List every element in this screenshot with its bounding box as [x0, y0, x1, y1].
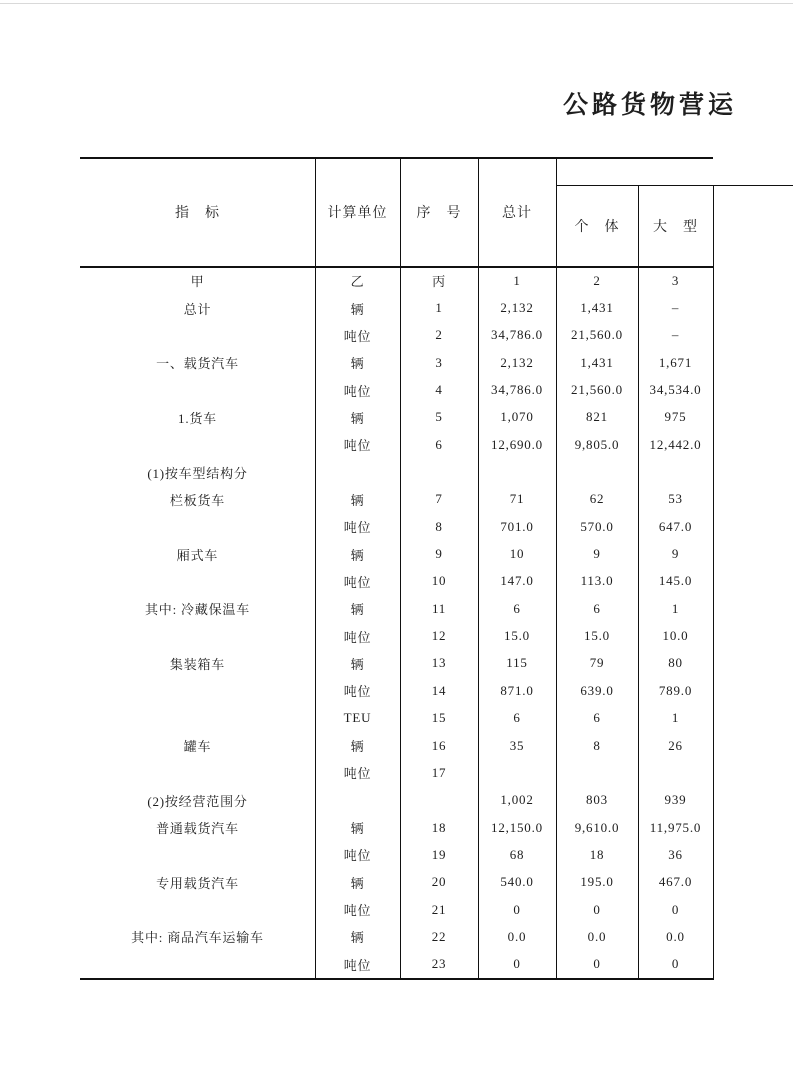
header-unit: 计算单位 [327, 205, 388, 221]
indicator-cell [80, 431, 315, 458]
subheader-indicator-cell: 甲 [190, 274, 205, 290]
unit-cell: 吨位 [343, 629, 372, 645]
unit-cell: 吨位 [343, 520, 372, 536]
total-cell: 71 [509, 491, 525, 507]
large-cell: 26 [668, 737, 683, 753]
total-cell: 1,002 [500, 792, 534, 808]
table-row [80, 896, 713, 923]
unit-cell: 辆 [350, 492, 365, 508]
large-cell: 647.0 [658, 518, 693, 534]
indicator-cell [80, 759, 315, 786]
total-cell [478, 458, 556, 485]
seq-cell: 10 [431, 573, 447, 589]
indicator-cell: 专用载货汽车 [156, 875, 239, 891]
indicator-cell: 其中: 商品汽车运输车 [131, 930, 264, 946]
total-cell: 12,690.0 [491, 436, 543, 452]
table-row [80, 595, 713, 622]
total-cell: 871.0 [500, 682, 534, 698]
individual-cell: 62 [589, 491, 605, 507]
total-cell: 115 [506, 655, 528, 671]
seq-cell: 4 [435, 382, 443, 398]
seq-cell: 20 [431, 874, 447, 890]
indicator-cell: 集装箱车 [169, 656, 226, 672]
unit-cell: 吨位 [343, 766, 372, 782]
indicator-cell: 栏板货车 [169, 492, 226, 508]
unit-cell: 吨位 [343, 903, 372, 919]
total-cell: 34,786.0 [491, 327, 543, 343]
seq-cell: 18 [431, 819, 447, 835]
header-total: 总计 [502, 205, 532, 221]
individual-cell: 0 [593, 956, 601, 972]
large-cell: 1 [671, 600, 680, 616]
unit-cell [315, 787, 400, 814]
total-cell: 0.0 [507, 928, 527, 944]
individual-cell [556, 458, 638, 485]
table-row [80, 540, 713, 567]
indicator-cell [80, 568, 315, 595]
header-indicator: 指 标 [175, 205, 220, 221]
indicator-cell [80, 705, 315, 732]
unit-cell [315, 458, 400, 485]
unit-cell: 辆 [350, 930, 365, 946]
seq-cell: 6 [435, 436, 443, 452]
individual-cell: 821 [586, 409, 608, 425]
seq-cell: 14 [431, 682, 447, 698]
large-cell: 0 [671, 901, 680, 917]
large-cell [638, 458, 713, 485]
individual-cell [556, 759, 638, 786]
unit-cell: 吨位 [343, 438, 372, 454]
header-seq: 序 号 [416, 205, 462, 221]
unit-cell: 辆 [350, 410, 365, 426]
page-title: 公路货物营运 [562, 92, 737, 119]
table-row [80, 294, 713, 321]
individual-cell: 21,560.0 [571, 327, 623, 343]
indicator-cell [80, 896, 315, 923]
unit-cell: 辆 [350, 739, 365, 755]
table-row [80, 705, 713, 732]
individual-cell: 803 [586, 792, 608, 808]
table-row [80, 322, 713, 349]
indicator-cell [80, 841, 315, 868]
table-row [80, 732, 713, 759]
table-row [80, 404, 713, 431]
large-cell: 80 [668, 655, 683, 671]
unit-cell: 辆 [350, 356, 365, 372]
large-cell [638, 759, 713, 786]
large-cell: 975 [664, 409, 687, 425]
individual-cell: 0.0 [587, 928, 607, 944]
table-row [80, 841, 713, 868]
table-row [80, 814, 713, 841]
individual-cell: 6 [593, 600, 601, 616]
large-cell: 0 [671, 956, 680, 972]
seq-cell: 19 [431, 846, 447, 862]
large-cell: 939 [664, 792, 687, 808]
unit-cell: TEU [343, 710, 372, 726]
total-cell: 10 [509, 546, 525, 562]
indicator-cell [80, 513, 315, 540]
unit-cell: 辆 [350, 301, 365, 317]
total-cell: 15.0 [504, 628, 530, 644]
table-row [80, 787, 713, 814]
total-cell: 147.0 [500, 573, 534, 589]
individual-cell: 0 [593, 901, 601, 917]
indicator-cell: 总计 [183, 301, 212, 317]
table-row [80, 376, 713, 403]
table-row [80, 349, 713, 376]
unit-cell: 吨位 [343, 383, 372, 399]
seq-cell: 5 [435, 409, 443, 425]
indicator-cell: 一、载货汽车 [156, 356, 239, 372]
total-cell: 6 [513, 710, 521, 726]
individual-cell: 9,610.0 [574, 819, 620, 835]
divider-large-right [713, 185, 714, 980]
table-row [80, 650, 713, 677]
large-cell: 1 [671, 710, 680, 726]
unit-cell: 吨位 [343, 328, 372, 344]
individual-cell: 113.0 [580, 573, 614, 589]
large-cell: 12,442.0 [649, 436, 702, 452]
header-large: 大 型 [653, 219, 698, 235]
individual-cell: 639.0 [580, 682, 614, 698]
large-cell: – [671, 327, 680, 343]
unit-cell: 吨位 [343, 684, 372, 700]
large-cell: – [671, 300, 680, 316]
total-cell: 540.0 [500, 874, 534, 890]
seq-cell: 2 [435, 327, 443, 343]
unit-cell: 吨位 [343, 574, 372, 590]
table-row [80, 486, 713, 513]
seq-cell [400, 458, 478, 485]
large-cell: 10.0 [662, 628, 689, 644]
individual-cell: 15.0 [584, 628, 610, 644]
indicator-cell: 其中: 冷藏保温车 [144, 602, 251, 618]
individual-cell: 79 [589, 655, 605, 671]
table-row [80, 677, 713, 704]
table-body [80, 267, 713, 978]
individual-cell: 9 [593, 546, 601, 562]
individual-cell: 6 [593, 710, 601, 726]
seq-cell: 3 [435, 354, 443, 370]
individual-cell: 9,805.0 [574, 436, 620, 452]
seq-cell: 22 [431, 928, 447, 944]
individual-cell: 8 [593, 737, 601, 753]
subheader-total-cell: 1 [513, 272, 521, 288]
large-cell: 53 [668, 491, 683, 507]
large-cell: 0.0 [666, 928, 685, 944]
seq-cell: 15 [431, 710, 447, 726]
unit-cell: 辆 [350, 602, 365, 618]
table-subheader-row [80, 267, 713, 294]
scan-edge-line [0, 3, 793, 4]
total-cell [478, 759, 556, 786]
individual-cell: 1,431 [580, 354, 614, 370]
unit-cell: 辆 [350, 875, 365, 891]
seq-cell: 1 [435, 300, 443, 316]
total-cell: 2,132 [500, 300, 534, 316]
table-row [80, 568, 713, 595]
large-cell: 11,975.0 [649, 819, 702, 835]
unit-cell: 辆 [350, 547, 365, 563]
seq-cell: 17 [431, 764, 447, 780]
freight-statistics-table [80, 157, 793, 980]
indicator-cell [80, 376, 315, 403]
indicator-cell: (1)按车型结构分 [147, 465, 248, 481]
indicator-cell [80, 322, 315, 349]
indicator-cell [80, 622, 315, 649]
large-cell: 9 [671, 546, 680, 562]
seq-cell: 8 [435, 518, 443, 534]
individual-cell: 195.0 [580, 874, 614, 890]
subheader-seq-cell: 丙 [432, 274, 446, 290]
indicator-cell: (2)按经营范围分 [147, 793, 248, 809]
unit-cell: 吨位 [343, 957, 372, 973]
large-cell: 1,671 [658, 354, 693, 370]
seq-cell: 16 [431, 737, 447, 753]
subheader-large-cell: 3 [671, 272, 680, 288]
subheader-unit-cell: 乙 [350, 274, 365, 290]
seq-cell: 11 [431, 600, 447, 616]
indicator-cell [80, 677, 315, 704]
seq-cell: 12 [431, 628, 447, 644]
total-cell: 12,150.0 [491, 819, 543, 835]
seq-cell [400, 787, 478, 814]
large-cell: 789.0 [658, 682, 693, 698]
total-cell: 6 [513, 600, 521, 616]
seq-cell: 7 [435, 491, 443, 507]
total-cell: 68 [509, 846, 525, 862]
unit-cell: 吨位 [343, 848, 372, 864]
table-bottom-border [80, 978, 713, 980]
total-cell: 0 [513, 956, 521, 972]
unit-cell: 辆 [350, 656, 365, 672]
total-cell: 35 [509, 737, 525, 753]
header-individual: 个 体 [574, 219, 620, 235]
table-row [80, 869, 713, 896]
large-cell: 34,534.0 [649, 382, 702, 398]
indicator-cell: 罐车 [183, 739, 212, 755]
large-cell: 145.0 [658, 573, 693, 589]
individual-cell: 1,431 [580, 300, 614, 316]
large-cell: 36 [668, 846, 683, 862]
table-row [80, 431, 713, 458]
individual-cell: 18 [589, 846, 605, 862]
indicator-cell: 1.货车 [178, 410, 217, 426]
seq-cell: 21 [431, 901, 447, 917]
individual-cell: 570.0 [580, 518, 614, 534]
seq-cell: 23 [431, 956, 447, 972]
indicator-cell: 厢式车 [176, 547, 219, 563]
total-cell: 34,786.0 [491, 382, 543, 398]
unit-cell: 辆 [350, 821, 365, 837]
table-row [80, 513, 713, 540]
seq-cell: 9 [435, 546, 443, 562]
table-row [80, 923, 713, 950]
total-cell: 701.0 [500, 518, 534, 534]
total-cell: 2,132 [500, 354, 534, 370]
total-cell: 0 [513, 901, 521, 917]
table-row [80, 622, 713, 649]
indicator-cell [80, 951, 315, 978]
large-cell: 467.0 [658, 874, 693, 890]
subheader-individual-cell: 2 [593, 272, 601, 288]
table-row [80, 951, 713, 978]
individual-cell: 21,560.0 [571, 382, 623, 398]
seq-cell: 13 [431, 655, 447, 671]
indicator-cell: 普通载货汽车 [156, 821, 239, 837]
total-cell: 1,070 [500, 409, 534, 425]
table-row [80, 458, 713, 485]
table-row [80, 759, 713, 786]
